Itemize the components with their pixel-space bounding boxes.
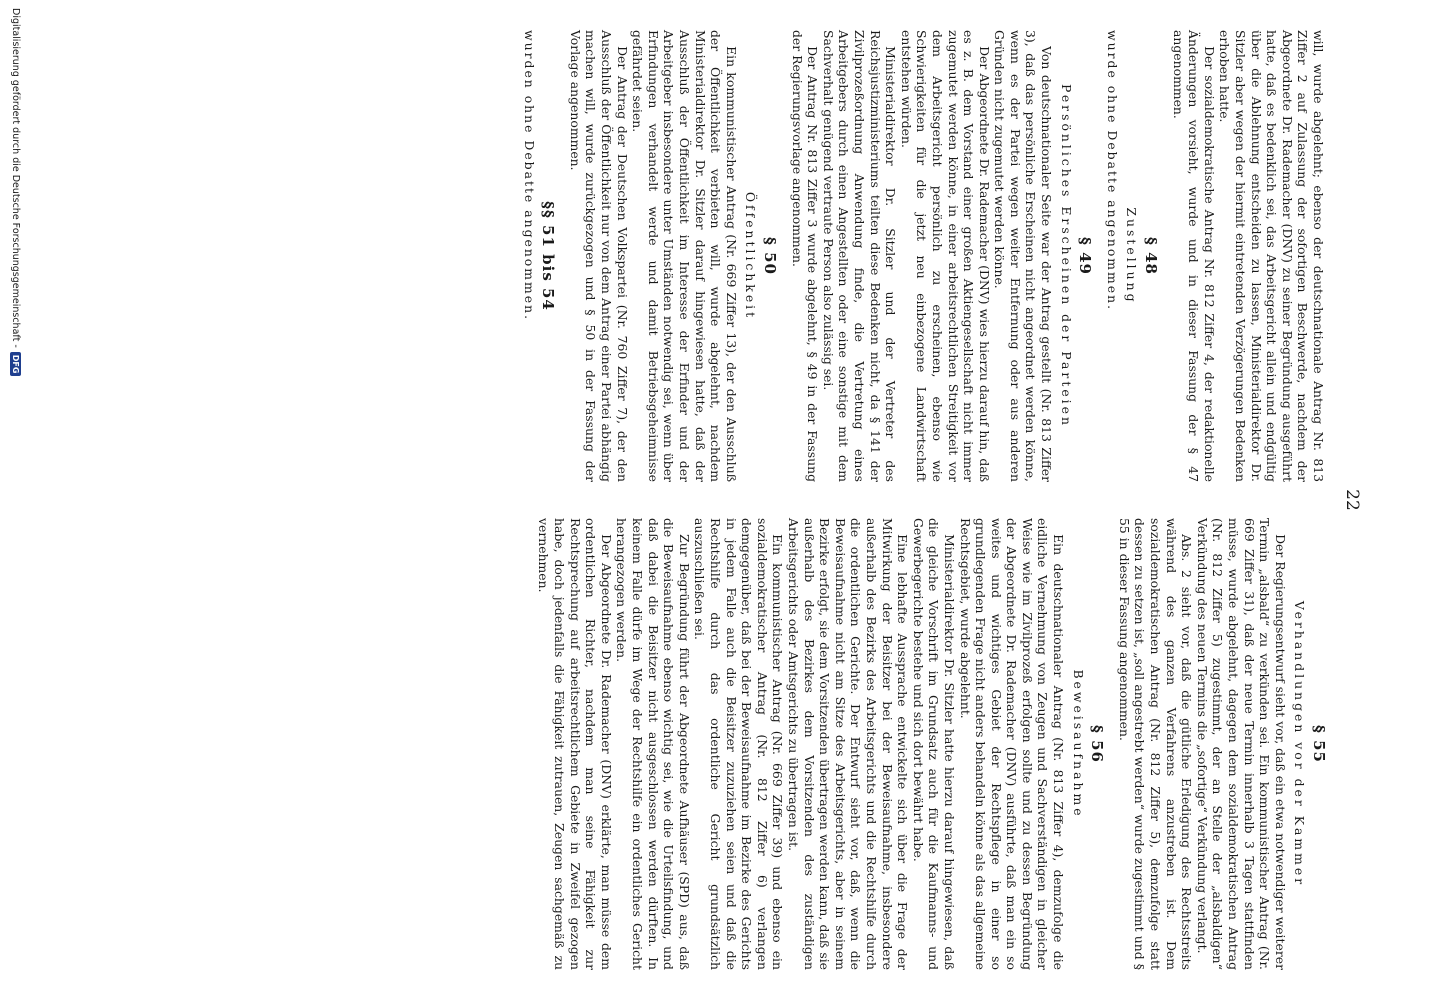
paragraph: Der Antrag der Deutschen Volkspartei (Nr. 760 Ziffer 7), der den Ausschluß der Öffentlichkeit nur von dem Antrag einer Partei abhängig machen will, wurde zurückgezogen und § 50 in der Fassung der Vorlage angenommen. <box>567 30 630 482</box>
paragraph: Ministerialdirektor Dr. Sitzler und der Vertreter des Reichsjustizministeriums teilten diese Bedenken nicht, da § 141 der Zivilprozeßordnung Anwendung finde, die Vertretung eines Arbeitgebers durch einen Angestellten oder eine sonstige mit dem Sachverhalt genügend vertraute Person also zulässig sei. <box>820 30 899 482</box>
page-number: 22 <box>1342 489 1362 511</box>
paragraph: Ministerialdirektor Dr. Sitzler hatte hierzu darauf hingewiesen, daß die gleiche Vorschrift im Grundsatz auch für die Kaufmanns- und Gewerbegerichte bestehe und sich dort bewährt habe. <box>910 518 957 970</box>
digitization-footer <box>10 8 21 998</box>
paragraph: Abs. 2 sieht vor, daß die gütliche Erledigung des Rechtsstreits während des ganzen Verfahrens anzustreben ist. Dem sozialdemokratischen Antrag (Nr. 812 Ziffer 5), demzufolge statt dessen zu setzen ist, „soll angestrebt werden“ wurde zugestimmt und § 55 in dieser Fassung angenommen. <box>1116 518 1195 970</box>
paragraph: Zur Begründung führt der Abgeordnete Aufhäuser (SPD) aus, daß die Beweisaufnahme ebenso wichtig sei, wie die Urteilsfindung, und daß dabei die Beisitzer nicht ausgeschlossen werden dürften. In keinem Falle dürfe im Wege der Rechtshilfe ein ordentliches Gericht herangezogen werden. <box>614 518 692 970</box>
paragraph: will, wurde abgelehnt; ebenso der deutschnationale Antrag Nr. 813 Ziffer 2 auf Zulassung der sofortigen Beschwerde, nachdem der Abgeordnete Dr. Rademacher (DNV) zu seiner Begründung ausgeführt hatte, daß es bedenklich sei, das Arbeitsgericht allein und endgültig über die Ablehnung entscheiden zu lassen, Ministerialdirektor Dr. Sitzler aber wegen der hiermit eintretenden Verzögerungen Bedenken erhoben hatte. <box>1217 30 1326 482</box>
section-subtitle: Beweisaufnahme <box>1070 669 1086 819</box>
paragraph: Von deutschnationaler Seite war der Antrag gestellt (Nr. 813 Ziffer 3), daß das persönliche Erscheinen nicht angeordnet werden könne, wenn es der Partei wegen weiter Entfernung oder aus anderen Gründen nicht zugemutet werden könne. <box>992 30 1055 482</box>
section-heading: §§ 51 bis 54 <box>539 201 558 311</box>
paragraph: wurde ohne Debatte angenommen. <box>1104 30 1120 312</box>
paragraph: Ein kommunistischer Antrag (Nr. 669 Ziffer 13), der den Ausschluß der Öffentlichkeit verbieten will, wurde abgelehnt, nachdem Ministerialdirektor Dr. Sitzler darauf hingewiesen hatte, daß der Ausschluß der Öffentlichkeit im Interesse der Erfinder und der Arbeitgeber insbesondere unter Umständen notwendig sei, wenn über Erfindungen verhandelt werde und damit Betriebsgeheimnisse gefährdet seien. <box>630 30 739 482</box>
paragraph: Der Antrag Nr. 813 Ziffer 3 wurde abgelehnt, § 49 in der Fassung der Regierungsvorlage angenommen. <box>789 30 821 482</box>
paragraph: Der Abgeordnete Dr. Rademacher (DNV) erklärte, man müsse dem ordentlichen Richter, nachdem man seine Fähigkeit zur Rechtsprechung auf arbeitsrechtlichem Gebiete in Zweifel gezogen habe, doch jedenfalls die Fähigkeit zutrauen, Zeugen sachgemäß zu vernehmen. <box>536 518 614 970</box>
section-heading: § 48 <box>1142 237 1161 275</box>
right-column <box>111 518 1326 970</box>
left-column <box>111 30 1326 482</box>
paragraph: Eine lebhafte Aussprache entwickelte sich über die Frage der Mitwirkung der Beisitzer bei der Beweisaufnahme, insbesondere außerhalb des Bezirks des Arbeitsgerichts und die Rechtshilfe durch die ordentlichen Gerichte. Der Entwurf sieht vor, daß, wenn die Beweisaufnahme nicht am Sitze des Arbeitsgerichts, aber in seinem Bezirke erfolgt, sie dem Vorsitzenden übertragen werden kann, daß sie außerhalb des Bezirkes dem Vorsitzenden des zuständigen Arbeitsgerichts oder Amtsgerichts zu übertragen ist. <box>786 518 911 970</box>
section-subtitle: Öffentlichkeit <box>743 191 759 321</box>
paragraph: Ein kommunistischer Antrag (Nr. 669 Ziffer 39) und ebenso ein sozialdemokratischer Antrag (Nr. 812 Ziffer 6) verlangen demgegenüber, daß bei der Beweisaufnahme im Bezirke des Gerichts in jedem Falle auch die Beisitzer zuzuziehen seien und daß die Rechtshilfe durch das ordentliche Gericht grundsätzlich auszuschließen sei. <box>692 518 786 970</box>
paragraph: Der sozialdemokratische Antrag Nr. 812 Ziffer 4, der redaktionelle Änderungen vorsieht, wurde und in dieser Fassung der § 47 angenommen. <box>1170 30 1217 482</box>
section-heading: § 49 <box>1076 237 1095 275</box>
section-subtitle: Verhandlungen vor der Kammer <box>1292 600 1308 888</box>
section-subtitle: Persönliches Erscheinen der Parteien <box>1058 84 1074 428</box>
section-subtitle: Zustellung <box>1124 207 1140 305</box>
paragraph: wurden ohne Debatte angenommen. <box>521 30 537 322</box>
dfg-logo: DFG <box>10 352 21 377</box>
paragraph: Der Abgeordnete Dr. Rademacher (DNV) wies hierzu darauf hin, daß es z. B. dem Vorstand einer großen Aktiengesellschaft nicht immer zugemutet werden könne, in einer arbeitsrechtlichen Streitigkeit vor dem Arbeitsgericht persönlich zu erscheinen, ebenso wie Schwierigkeiten für die jetzt neu einbezogene Landwirtschaft entstehen würden. <box>898 30 992 482</box>
footer-text: Digitalisierung gefördert durch die Deutsche Forschungsgemeinschaft - <box>10 8 21 348</box>
paragraph: Ein deutschnationaler Antrag (Nr. 813 Ziffer 4), demzufolge die eidliche Vernehmung von Zeugen und Sachverständigen in gleicher Weise wie im Zivilprozeß erfolgen sollte und zu dessen Begründung der Abgeordnete Dr. Rademacher (DNV) ausführte, daß man ein so weites und wichtiges Gebiet der Rechtspflege in einer so grundlegenden Frage nicht anders behandeln könne als das allgemeine Rechtsgebiet, wurde abgelehnt. <box>957 518 1067 970</box>
section-heading: § 50 <box>761 237 779 275</box>
paragraph: Der Regierungsentwurf sieht vor, daß ein etwa notwendiger weiterer Termin „alsbald“ zu verkünden sei. Ein kommunistischer Antrag (Nr. 669 Ziffer 31), daß der neue Termin innerhalb 3 Tagen stattfinden müsse, wurde abgelehnt, dagegen dem sozialdemokratischen Antrag (Nr. 812 Ziffer 5) zugestimmt, der an Stelle der „alsbaldigen“ Verkündung des neuen Termins die „sofortige“ Verkündung verlangt. <box>1194 518 1288 970</box>
section-heading: § 56 <box>1088 725 1107 763</box>
section-heading: § 55 <box>1310 725 1328 763</box>
